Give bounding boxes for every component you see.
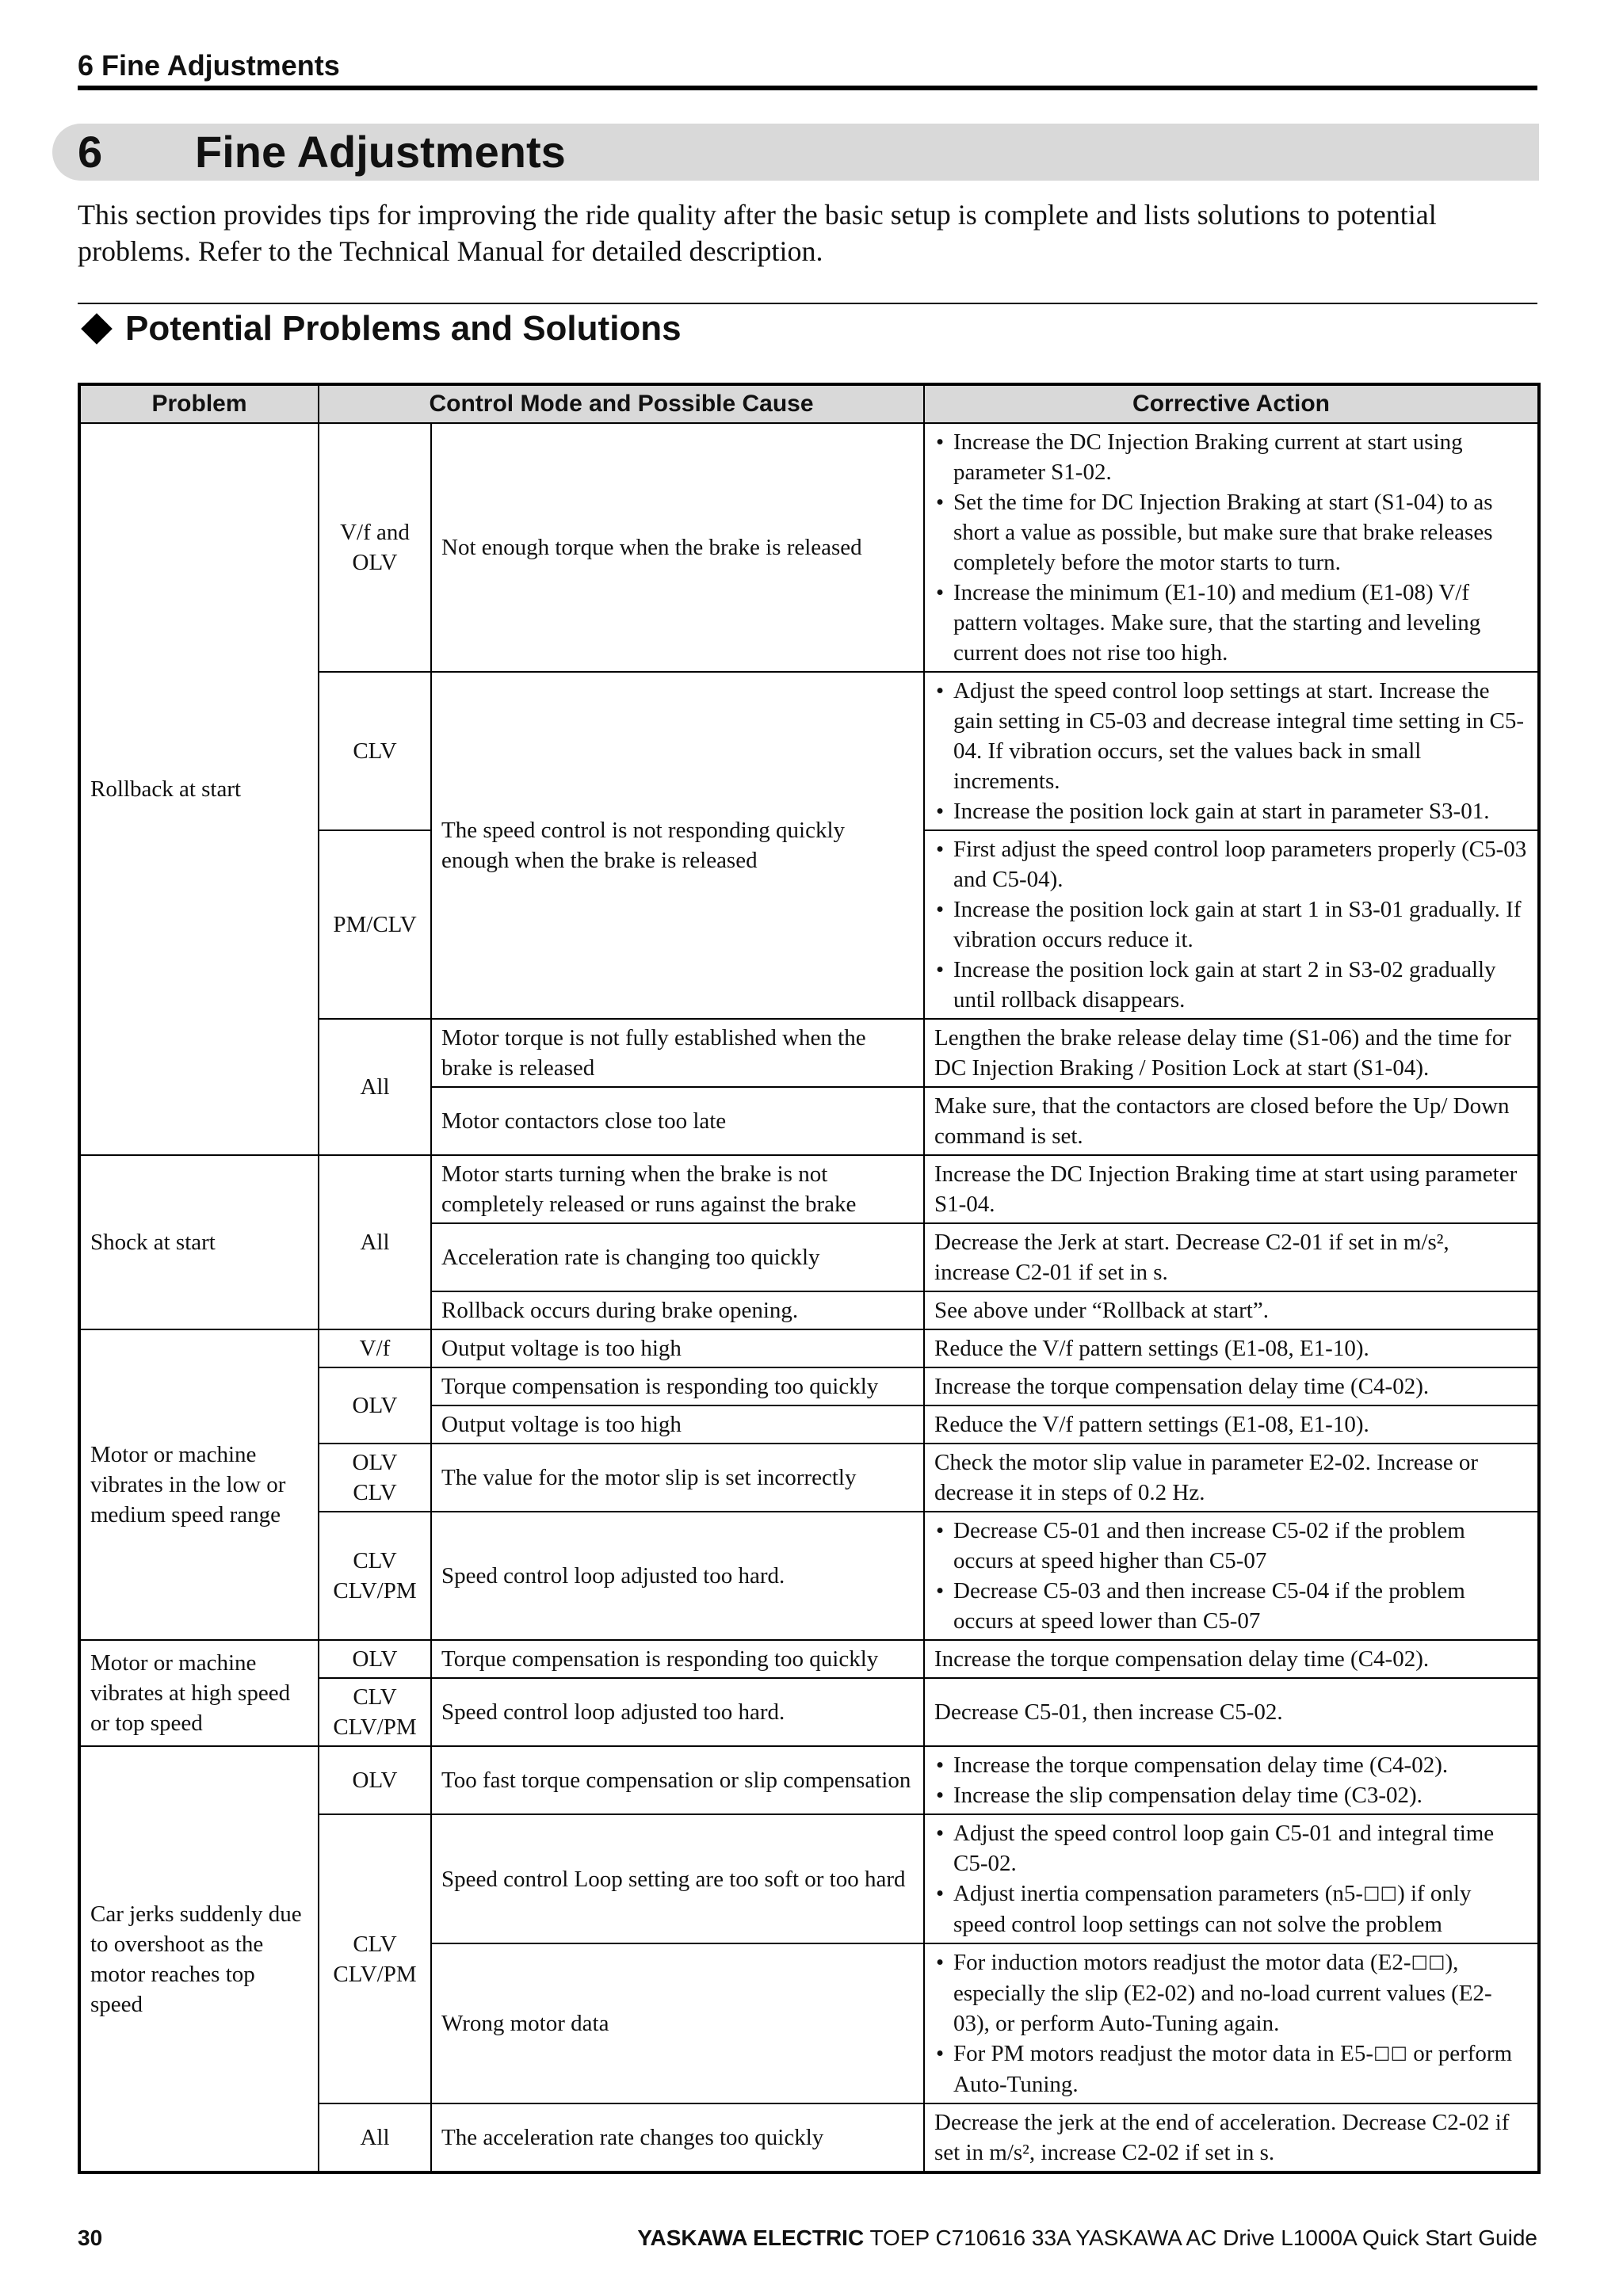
action-cell xyxy=(924,1943,1539,2103)
cause-cell: Too fast torque compensation or slip compensation xyxy=(431,1746,924,1814)
action-cell xyxy=(924,1512,1539,1640)
mode-line: CLV xyxy=(353,1548,397,1573)
action-cell xyxy=(924,830,1539,1019)
mode-cell: V/f and OLV xyxy=(319,423,431,672)
mode-line: CLV/PM xyxy=(333,1578,417,1604)
running-header: 6 Fine Adjustments xyxy=(78,49,1537,90)
table-row xyxy=(79,1640,1539,1678)
problems-solutions-table xyxy=(78,383,1541,2174)
action-bullet: • First adjust the speed control loop parameters properly (C5-03 and C5-04). xyxy=(934,834,1528,894)
action-bullet xyxy=(934,1878,1528,1939)
problem-cell: Motor or machine vibrates at high speed or top speed xyxy=(79,1640,319,1746)
cause-cell: Speed control loop adjusted too hard. xyxy=(431,1678,924,1746)
action-cell xyxy=(924,1814,1539,1943)
mode-cell xyxy=(319,1678,431,1746)
action-cell xyxy=(924,423,1539,672)
action-bullet xyxy=(934,1947,1528,2039)
placeholder-boxes-icon: ☐☐ xyxy=(1373,2043,1408,2065)
action-text: For induction motors readjust the motor data (E2- xyxy=(953,1950,1411,1975)
cause-cell: Speed control loop adjusted too hard. xyxy=(431,1512,924,1640)
action-cell: Make sure, that the contactors are closed before the Up/ Down command is set. xyxy=(924,1087,1539,1155)
table-row xyxy=(79,1329,1539,1367)
section-divider xyxy=(78,303,1537,304)
action-bullet: • Increase the position lock gain at start 1 in S3-01 gradually. If vibration occurs reduce it. xyxy=(934,894,1528,955)
cause-cell: Rollback occurs during brake opening. xyxy=(431,1291,924,1329)
cause-cell: Motor contactors close too late xyxy=(431,1087,924,1155)
footer-doc-title: TOEP C710616 33A YASKAWA AC Drive L1000A Quick Start Guide xyxy=(864,2225,1537,2250)
mode-cell: OLV xyxy=(319,1640,431,1678)
action-cell: Decrease C5-01, then increase C5-02. xyxy=(924,1678,1539,1746)
action-bullet: • Increase the minimum (E1-10) and medium (E1-08) V/f pattern voltages. Make sure, that the starting and leveling current does not rise too high. xyxy=(934,578,1528,668)
placeholder-boxes-icon: ☐☐ xyxy=(1363,1883,1398,1905)
mode-cell: All xyxy=(319,1155,431,1329)
action-cell: Reduce the V/f pattern settings (E1-08, E1-10). xyxy=(924,1329,1539,1367)
cause-cell: Motor torque is not fully established when the brake is released xyxy=(431,1019,924,1087)
action-bullet: • Decrease C5-03 and then increase C5-04 if the problem occurs at speed lower than C5-07 xyxy=(934,1576,1528,1636)
problem-cell: Rollback at start xyxy=(79,423,319,1155)
action-text: ) if only speed control loop settings can not solve the problem xyxy=(953,1881,1472,1937)
cause-cell: Torque compensation is responding too quickly xyxy=(431,1640,924,1678)
cause-cell: Not enough torque when the brake is released xyxy=(431,423,924,672)
action-cell: Increase the DC Injection Braking time at start using parameter S1-04. xyxy=(924,1155,1539,1223)
action-bullet: • Increase the slip compensation delay time (C3-02). xyxy=(934,1780,1528,1810)
action-bullet: • Increase the torque compensation delay time (C4-02). xyxy=(934,1750,1528,1780)
cause-cell: Torque compensation is responding too quickly xyxy=(431,1367,924,1405)
header-corrective-action: Corrective Action xyxy=(924,384,1539,423)
cause-cell: Speed control Loop setting are too soft or too hard xyxy=(431,1814,924,1943)
mode-cell: PM/CLV xyxy=(319,830,431,1019)
action-cell: Reduce the V/f pattern settings (E1-08, E1-10). xyxy=(924,1405,1539,1444)
action-text: or perform Auto-Tuning. xyxy=(953,2041,1513,2097)
action-bullet: • Adjust the speed control loop gain C5-01 and integral time C5-02. xyxy=(934,1818,1528,1878)
action-bullet: • Decrease C5-01 and then increase C5-02 if the problem occurs at speed higher than C5-07 xyxy=(934,1516,1528,1576)
action-cell: Decrease the Jerk at start. Decrease C2-01 if set in m/s², increase C2-01 if set in s. xyxy=(924,1223,1539,1291)
intro-paragraph: This section provides tips for improving the ride quality after the basic setup is complete and lists solutions to potential problems. Refer to the Technical Manual for detailed description. xyxy=(78,199,1437,267)
action-bullet xyxy=(934,2039,1528,2100)
mode-cell: CLV xyxy=(319,672,431,830)
table-row xyxy=(79,423,1539,672)
action-bullet: • Set the time for DC Injection Braking at start (S1-04) to as short a value as possible, but make sure that brake releases completely before the motor starts to turn. xyxy=(934,487,1528,578)
action-cell: Increase the torque compensation delay time (C4-02). xyxy=(924,1367,1539,1405)
page-number: 30 xyxy=(78,2225,103,2250)
action-cell: Check the motor slip value in parameter E2-02. Increase or decrease it in steps of 0.2 Hz. xyxy=(924,1444,1539,1512)
problem-cell: Car jerks suddenly due to overshoot as the motor reaches top speed xyxy=(79,1746,319,2172)
action-cell: Decrease the jerk at the end of acceleration. Decrease C2-02 if set in m/s², increase C2-02 if set in s. xyxy=(924,2103,1539,2172)
cause-cell: The speed control is not responding quickly enough when the brake is released xyxy=(431,672,924,1019)
header-problem: Problem xyxy=(79,384,319,423)
action-bullet: • Increase the position lock gain at start 2 in S3-02 gradually until rollback disappears. xyxy=(934,955,1528,1015)
footer-document-info xyxy=(637,2225,1537,2252)
mode-cell xyxy=(319,1512,431,1640)
action-cell xyxy=(924,672,1539,830)
problem-cell: Shock at start xyxy=(79,1155,319,1329)
cause-cell: Wrong motor data xyxy=(431,1943,924,2103)
footer-brand: YASKAWA ELECTRIC xyxy=(637,2225,865,2250)
action-cell: Increase the torque compensation delay time (C4-02). xyxy=(924,1640,1539,1678)
section-heading xyxy=(78,306,682,352)
action-cell: See above under “Rollback at start”. xyxy=(924,1291,1539,1329)
cause-cell: The value for the motor slip is set incorrectly xyxy=(431,1444,924,1512)
mode-line: CLV xyxy=(353,1684,397,1710)
chapter-number: 6 xyxy=(78,127,103,177)
placeholder-boxes-icon: ☐☐ xyxy=(1411,1952,1445,1974)
mode-cell: OLV xyxy=(319,1367,431,1444)
mode-line: CLV xyxy=(353,1480,397,1505)
mode-cell: OLV xyxy=(319,1746,431,1814)
chapter-title-bar xyxy=(52,124,1539,181)
action-text: ), especially the slip (E2-02) and no-load current values (E2-03), or perform Auto-Tuning again. xyxy=(953,1950,1492,2036)
action-cell: Lengthen the brake release delay time (S1-06) and the time for DC Injection Braking / Position Lock at start (S1-04). xyxy=(924,1019,1539,1087)
mode-line: CLV/PM xyxy=(333,1714,417,1740)
cause-cell: Acceleration rate is changing too quickly xyxy=(431,1223,924,1291)
diamond-bullet-icon xyxy=(81,313,113,345)
chapter-title: Fine Adjustments xyxy=(195,127,566,177)
mode-cell: All xyxy=(319,1019,431,1155)
mode-line: OLV xyxy=(352,1450,398,1475)
action-bullet: • Adjust the speed control loop settings at start. Increase the gain setting in C5-03 and decrease integral time setting in C5-04. If vibration occurs, set the values back in small increments. xyxy=(934,676,1528,796)
action-cell xyxy=(924,1746,1539,1814)
mode-line: CLV xyxy=(353,1931,397,1957)
cause-cell: The acceleration rate changes too quickly xyxy=(431,2103,924,2172)
mode-cell xyxy=(319,1814,431,2103)
problem-cell: Motor or machine vibrates in the low or medium speed range xyxy=(79,1329,319,1640)
cause-cell: Motor starts turning when the brake is not completely released or runs against the brake xyxy=(431,1155,924,1223)
table-row xyxy=(79,1155,1539,1223)
mode-cell: All xyxy=(319,2103,431,2172)
table-row xyxy=(79,1746,1539,1814)
mode-line: CLV/PM xyxy=(333,1961,417,1987)
table-header-row xyxy=(79,384,1539,423)
cause-cell: Output voltage is too high xyxy=(431,1329,924,1367)
mode-cell xyxy=(319,1444,431,1512)
action-text: For PM motors readjust the motor data in E5- xyxy=(953,2041,1374,2066)
cause-cell: Output voltage is too high xyxy=(431,1405,924,1444)
action-bullet: • Increase the position lock gain at start in parameter S3-01. xyxy=(934,796,1528,826)
header-control-mode: Control Mode and Possible Cause xyxy=(319,384,924,423)
action-bullet: • Increase the DC Injection Braking current at start using parameter S1-02. xyxy=(934,427,1528,487)
action-text: Adjust inertia compensation parameters (n5- xyxy=(953,1881,1364,1906)
section-title: Potential Problems and Solutions xyxy=(125,309,682,348)
mode-cell: V/f xyxy=(319,1329,431,1367)
